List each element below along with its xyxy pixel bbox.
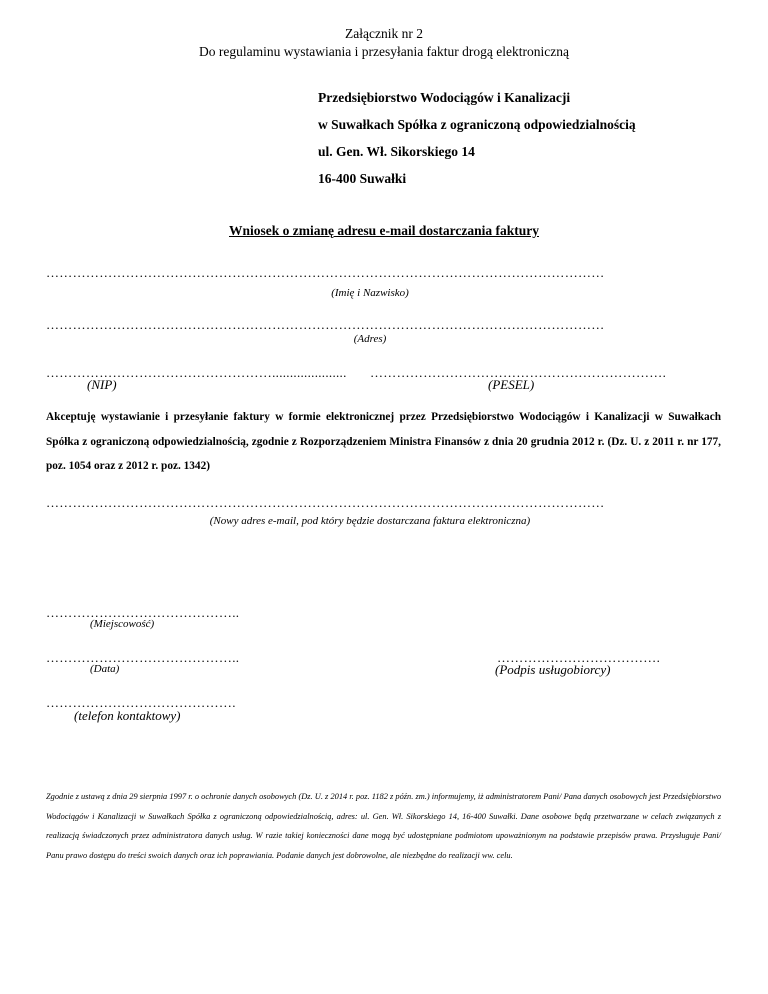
regulation-reference: Do regulaminu wystawiania i przesyłania faktur drogą elektroniczną: [199, 44, 569, 59]
phone-field[interactable]: …………………………………….: [46, 696, 236, 709]
signature-field[interactable]: ……………………………….: [497, 651, 661, 664]
email-label: (Nowy adres e-mail, pod który będzie dostarczana faktura elektroniczna): [209, 515, 531, 527]
data-protection-notice: Zgodnie z ustawą z dnia 29 sierpnia 1997 r. o ochronie danych osobowych (Dz. U. z 2014 r. poz. 1182 z późn. zm.) informujemy, iż administratorem Pani/ Pana danych osobowych jest Przedsiębiorstwo Wodociągów i Kanalizacji w Suwałkach Spółka z ograniczoną odpowiedzialnością, adres: ul. Gen. Wł. Sikorskiego 14, 16-400 Suwałki. Dane osobowe będą przetwarzane w celach związanych z realizacją świadczonych przez administratora danych usług. W razie takiej konieczności dane mogą być udostępniane podmiotom upoważnionym na podstawie przepisów prawa. Przysługuje Pani/ Panu prawo dostępu do treści swoich danych oraz ich poprawiania. Podanie danych jest dobrowolne, ale niezbędne do realizacji ww. celu.: [46, 792, 721, 860]
nip-label: (NIP): [87, 377, 117, 392]
place-field[interactable]: ……………………………………..: [46, 606, 240, 619]
consent-statement: Akceptuję wystawianie i przesyłanie faktury w formie elektronicznej przez Przedsiębiorstwo Wodociągów i Kanalizacji w Suwałkach Spółka z ograniczoną odpowiedzialnością, zgodnie z Rozporządzeniem Ministra Finansów z dnia 20 grudnia 2012 r. (Dz. U. z 2011 r. nr 177, poz. 1054 oraz z 2012 r. poz. 1342): [46, 411, 721, 472]
signature-label: (Podpis usługobiorcy): [495, 662, 611, 677]
date-label: (Data): [90, 663, 120, 675]
date-field[interactable]: ……………………………………..: [46, 651, 240, 664]
attachment-number: Załącznik nr 2: [345, 26, 423, 41]
company-legal-form: w Suwałkach Spółka z ograniczoną odpowiedzialnością: [318, 117, 636, 132]
phone-label: (telefon kontaktowy): [74, 708, 181, 723]
company-street: ul. Gen. Wł. Sikorskiego 14: [318, 144, 475, 159]
company-name: Przedsiębiorstwo Wodociągów i Kanalizacji: [318, 90, 571, 105]
email-field[interactable]: ………………………………………………………………………………………………………………: [46, 496, 605, 509]
address-field[interactable]: ………………………………………………………………………………………………………………: [46, 318, 605, 331]
pesel-label: (PESEL): [488, 377, 535, 392]
form-title: Wniosek o zmianę adresu e-mail dostarczania faktury: [229, 223, 539, 238]
place-label: (Miejscowość): [90, 618, 155, 630]
name-label: (Imię i Nazwisko): [331, 287, 409, 299]
name-field[interactable]: ………………………………………………………………………………………………………………: [46, 266, 605, 279]
nip-field[interactable]: …………………………………………….....................: [46, 366, 347, 379]
pesel-field[interactable]: ………………………………………………………….: [370, 366, 667, 379]
company-city: 16-400 Suwałki: [318, 171, 407, 186]
address-label: (Adres): [353, 333, 387, 345]
